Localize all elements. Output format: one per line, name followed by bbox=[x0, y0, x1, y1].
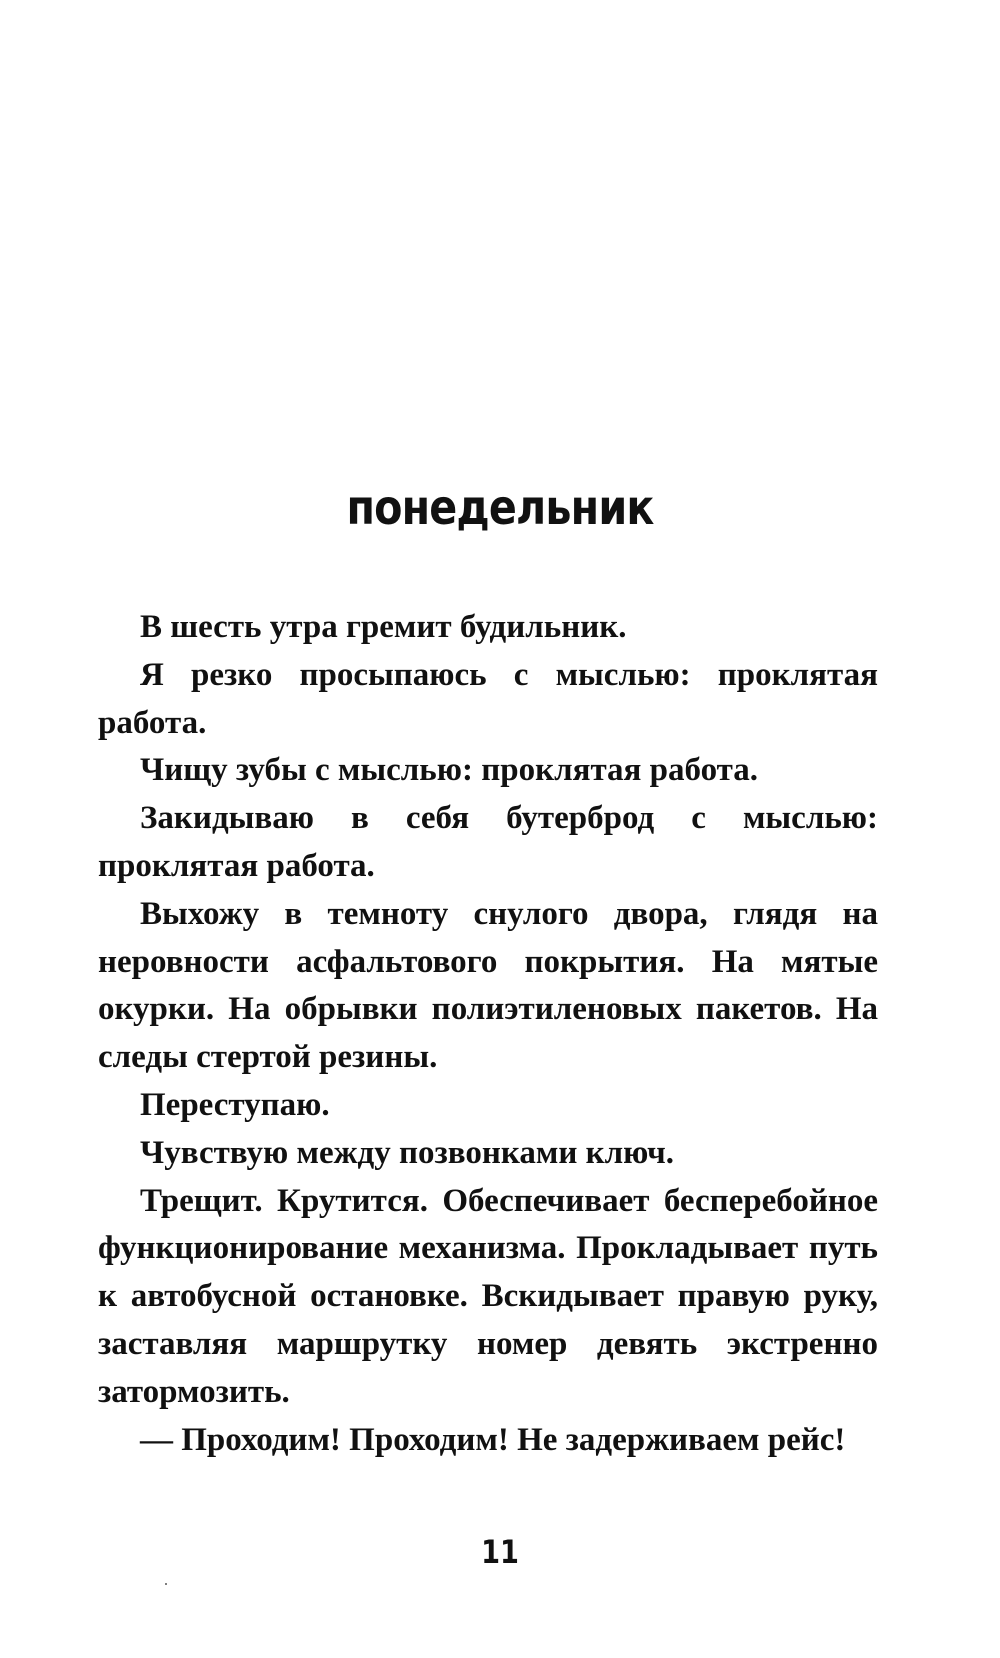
paragraph: Чувствую между позвонками ключ. bbox=[140, 1134, 674, 1171]
paragraph: Я резко просыпаюсь с мыслью: проклятая работа. bbox=[98, 656, 878, 741]
paragraph: В шесть утра гремит будильник. bbox=[140, 609, 627, 645]
print-speck bbox=[165, 1583, 167, 1585]
chapter-title: понедельник bbox=[346, 480, 654, 536]
paragraph: Чищу зубы с мыслью: проклятая работа. bbox=[140, 752, 759, 789]
page-number: 11 bbox=[481, 1533, 519, 1571]
body-text bbox=[98, 604, 878, 1464]
paragraph: Переступаю. bbox=[140, 1086, 330, 1123]
paragraph: — Проходим! Проходим! Не задерживаем рейс! bbox=[140, 1421, 846, 1458]
paragraph: Выхожу в темноту снулого двора, глядя на неровности асфальтового покрытия. На мятые окурки. На обрывки полиэтиленовых пакетов. На следы стертой резины. bbox=[98, 895, 878, 1076]
paragraph: Трещит. Крутится. Обеспечивает бесперебойное функционирование механизма. Прокладывает путь к автобусной остановке. Вскидывает правую руку, заставляя маршрутку номер девять экстренно затормозить. bbox=[98, 1182, 878, 1410]
paragraph: Закидываю в себя бутерброд с мыслью: проклятая работа. bbox=[98, 800, 878, 884]
